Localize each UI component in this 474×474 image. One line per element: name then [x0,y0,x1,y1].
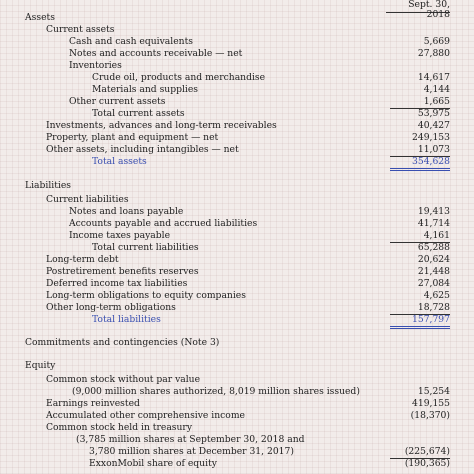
treasury-label: Common stock held in treasury [46,422,193,433]
income-taxes-row [0,230,474,242]
earnings-reinvested-label: Earnings reinvested [46,398,140,409]
assets-heading: Assets [25,12,55,23]
total-assets-row [0,156,474,168]
notes-loans-value: 19,413 [417,206,450,217]
other-obligations-label: Other long-term obligations [46,302,176,313]
deferred-tax-label: Deferred income tax liabilities [46,278,188,289]
current-liabilities-label: Current liabilities [46,194,129,205]
crude-oil-value: 14,617 [417,72,450,83]
investments-label: Investments, advances and long-term receivables [46,120,277,131]
equity-heading: Equity [25,360,56,371]
accounts-payable-row [0,218,474,230]
other-current-assets-label: Other current assets [69,96,166,107]
other-assets-label: Other assets, including intangibles — net [46,144,239,155]
notes-receivable-value: 27,880 [417,48,450,59]
postretirement-row [0,266,474,278]
total-assets-label: Total assets [92,156,147,167]
total-current-assets-value: 53,975 [417,108,450,119]
accounts-payable-label: Accounts payable and accrued liabilities [69,218,258,229]
notes-loans-label: Notes and loans payable [69,206,184,217]
commitments-label: Commitments and contingencies (Note 3) [25,337,220,348]
crude-oil-label: Crude oil, products and merchandise [92,72,266,83]
income-taxes-label: Income taxes payable [69,230,170,241]
notes-receivable-label: Notes and accounts receivable — net [69,48,243,59]
aoci-row [0,410,474,422]
equity-obligations-value: 4,625 [423,290,450,301]
inventories-label: Inventories [69,60,122,71]
aoci-label: Accumulated other comprehensive income [46,410,245,421]
common-stock-label: Common stock without par value [46,374,201,385]
deferred-tax-row [0,278,474,290]
total-current-assets-row [0,108,474,120]
earnings-reinvested-value: 419,155 [412,398,450,409]
other-obligations-row [0,302,474,314]
total-liabilities-label: Total liabilities [92,314,161,325]
commitments-row [0,337,474,349]
total-current-liabilities-value: 65,288 [417,242,450,253]
earnings-reinvested-row [0,398,474,410]
materials-label: Materials and supplies [92,84,199,95]
long-term-debt-label: Long-term debt [46,254,119,265]
materials-value: 4,144 [423,84,450,95]
materials-row [0,84,474,96]
income-taxes-value: 4,161 [390,230,450,243]
common-stock-row [0,374,474,386]
total-liabilities-row [0,314,474,326]
treasury-line2-row [0,446,474,458]
other-assets-value: 11,073 [390,144,450,157]
total-current-liabilities-label: Total current liabilities [92,242,199,253]
shares-authorized-value: 15,254 [417,386,450,397]
postretirement-label: Postretirement benefits reserves [46,266,199,277]
ppe-label: Property, plant and equipment — net [46,132,219,143]
current-assets-row [0,24,474,36]
exxon-share-value: (190,365) [404,458,450,469]
other-obligations-value: 18,728 [390,302,450,315]
exxon-share-label: ExxonMobil share of equity [89,458,217,469]
cash-value: 5,669 [423,36,450,47]
investments-row [0,120,474,132]
current-liabilities-row [0,194,474,206]
deferred-tax-value: 27,084 [417,278,450,289]
liabilities-heading-row [0,180,474,192]
column-header-date: Sept. 30, 2018 [386,0,450,13]
crude-oil-row [0,72,474,84]
inventories-row [0,60,474,72]
total-liabilities-value: 157,797 [390,314,450,329]
notes-loans-row [0,206,474,218]
postretirement-value: 21,448 [417,266,450,277]
shares-authorized-label: (9,000 million shares authorized, 8,019 million shares issued) [72,386,360,397]
treasury-row [0,422,474,434]
treasury-line2-value: (225,674) [390,446,450,459]
total-current-assets-label: Total current assets [92,108,185,119]
shares-authorized-row [0,386,474,398]
liabilities-heading: Liabilities [25,180,71,191]
equity-heading-row [0,360,474,372]
total-assets-value: 354,628 [390,156,450,171]
equity-obligations-row [0,290,474,302]
long-term-debt-row [0,254,474,266]
long-term-debt-value: 20,624 [417,254,450,265]
other-current-assets-row [0,96,474,108]
total-current-liabilities-row [0,242,474,254]
treasury-line2-label: 3,780 million shares at December 31, 2017) [89,446,294,457]
other-assets-row [0,144,474,156]
equity-obligations-label: Long-term obligations to equity companies [46,290,246,301]
ppe-row [0,132,474,144]
other-current-assets-value: 1,665 [390,96,450,109]
cash-label: Cash and cash equivalents [69,36,193,47]
assets-heading-row [0,12,474,24]
cash-row [0,36,474,48]
treasury-line1-label: (3,785 million shares at September 30, 2018 and [76,434,305,445]
treasury-line1-row [0,434,474,446]
accounts-payable-value: 41,714 [417,218,450,229]
aoci-value: (18,370) [410,410,450,421]
exxon-share-row [0,458,474,470]
investments-value: 40,427 [417,120,450,131]
ppe-value: 249,153 [412,132,450,143]
current-assets-label: Current assets [46,24,115,35]
notes-receivable-row [0,48,474,60]
